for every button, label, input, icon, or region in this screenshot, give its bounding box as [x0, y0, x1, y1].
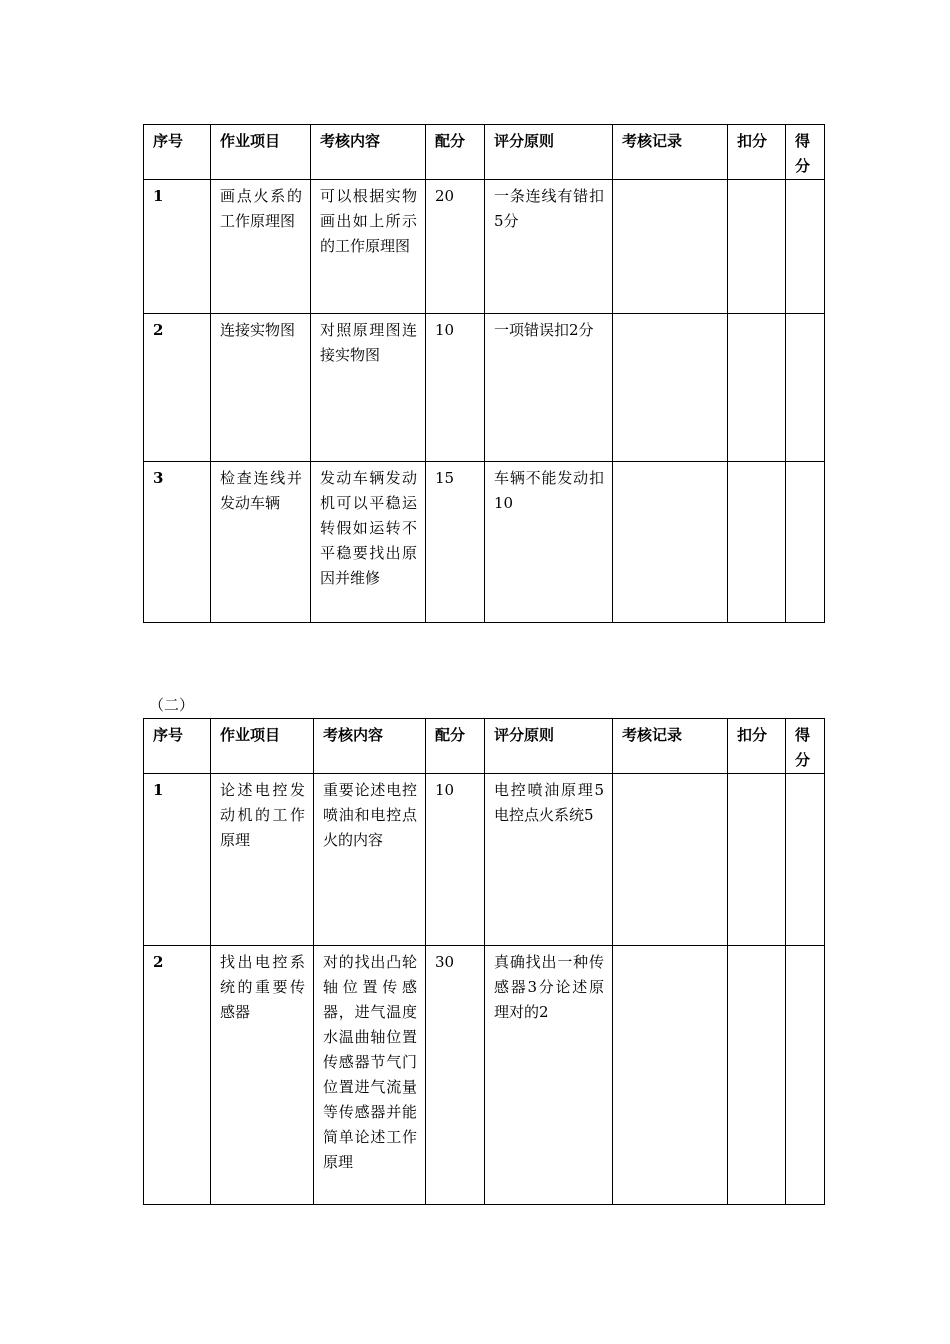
table-row [144, 946, 825, 1205]
header-item: 作业项目 [211, 719, 314, 774]
table-row [144, 314, 825, 462]
row-no: 2 [144, 946, 211, 1205]
row-no: 1 [144, 774, 211, 946]
row-points: 10 [426, 774, 485, 946]
row-item: 论述电控发动机的工作原理 [211, 774, 314, 946]
row-item: 连接实物图 [211, 314, 311, 462]
row-record [613, 180, 728, 314]
row-no: 2 [144, 314, 211, 462]
row-record [613, 314, 728, 462]
row-no: 3 [144, 462, 211, 623]
row-criteria: 电控喷油原理5电控点火系统5 [485, 774, 613, 946]
header-deduct: 扣分 [728, 719, 786, 774]
header-row [144, 125, 825, 180]
row-no: 1 [144, 180, 211, 314]
row-criteria: 真确找出一种传感器3分论述原理对的2 [485, 946, 613, 1205]
header-points: 配分 [426, 125, 485, 180]
header-score: 得分 [786, 125, 825, 180]
row-content: 重要论述电控喷油和电控点火的内容 [314, 774, 426, 946]
row-criteria: 车辆不能发动扣10 [485, 462, 613, 623]
row-score [786, 462, 825, 623]
header-content: 考核内容 [311, 125, 426, 180]
header-content: 考核内容 [314, 719, 426, 774]
row-deduct [728, 946, 786, 1205]
section-label: （二） [149, 696, 195, 714]
table-row [144, 180, 825, 314]
row-content: 对的找出凸轮轴位置传感器，进气温度水温曲轴位置传感器节气门位置进气流量等传感器并能简单论述工作原理 [314, 946, 426, 1205]
row-content: 发动车辆发动机可以平稳运转假如运转不平稳要找出原因并维修 [311, 462, 426, 623]
row-criteria: 一项错误扣2分 [485, 314, 613, 462]
row-score [786, 774, 825, 946]
row-deduct [728, 314, 786, 462]
table-row [144, 774, 825, 946]
row-deduct [728, 462, 786, 623]
row-deduct [728, 774, 786, 946]
header-item: 作业项目 [211, 125, 311, 180]
row-record [613, 774, 728, 946]
header-criteria: 评分原则 [485, 125, 613, 180]
scoring-table-2 [143, 718, 825, 1205]
row-deduct [728, 180, 786, 314]
row-record [613, 946, 728, 1205]
row-item: 找出电控系统的重要传感器 [211, 946, 314, 1205]
header-points: 配分 [426, 719, 485, 774]
header-row [144, 719, 825, 774]
header-score: 得分 [786, 719, 825, 774]
scoring-table-1 [143, 124, 825, 623]
header-record: 考核记录 [613, 125, 728, 180]
row-content: 可以根据实物画出如上所示的工作原理图 [311, 180, 426, 314]
header-criteria: 评分原则 [485, 719, 613, 774]
header-deduct: 扣分 [728, 125, 786, 180]
header-record: 考核记录 [613, 719, 728, 774]
row-criteria: 一条连线有错扣5分 [485, 180, 613, 314]
row-record [613, 462, 728, 623]
row-score [786, 314, 825, 462]
row-score [786, 180, 825, 314]
row-item: 画点火系的工作原理图 [211, 180, 311, 314]
row-points: 10 [426, 314, 485, 462]
header-no: 序号 [144, 125, 211, 180]
row-points: 20 [426, 180, 485, 314]
row-points: 15 [426, 462, 485, 623]
row-item: 检查连线并发动车辆 [211, 462, 311, 623]
table-row [144, 462, 825, 623]
row-score [786, 946, 825, 1205]
row-content: 对照原理图连接实物图 [311, 314, 426, 462]
header-no: 序号 [144, 719, 211, 774]
row-points: 30 [426, 946, 485, 1205]
